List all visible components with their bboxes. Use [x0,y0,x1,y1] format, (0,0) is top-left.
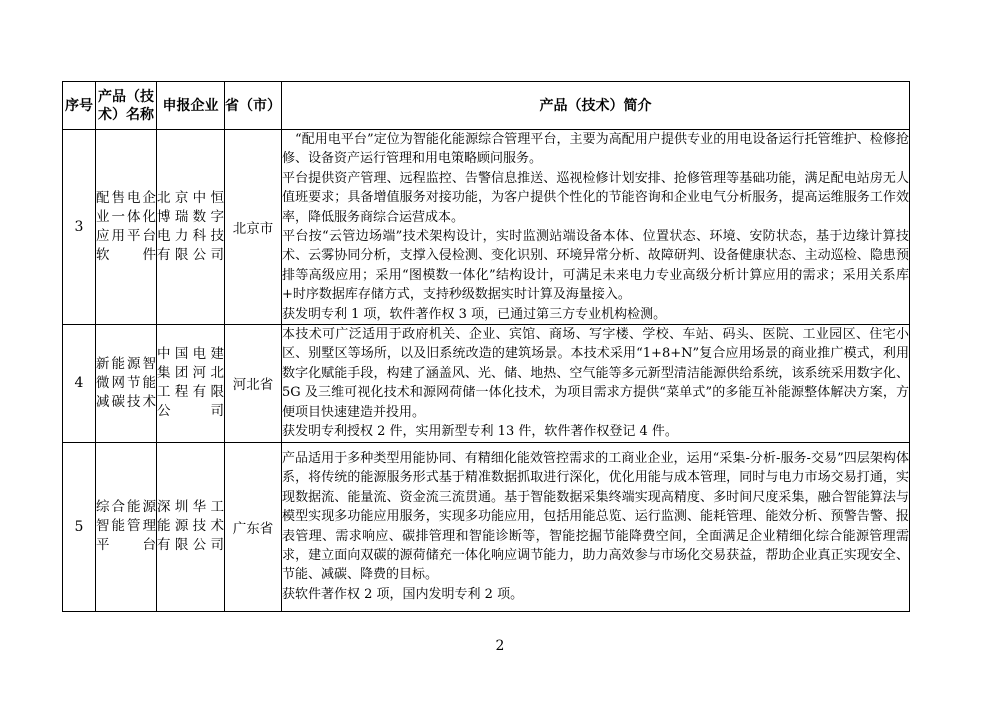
header-seq: 序号 [63,82,96,130]
intro-paragraph: 平台按“云管边场端”技术架构设计，实时监测站端设备本体、位置状态、环境、安防状态，基于边缘计算技术、云雾协同分析，支撑入侵检测、变化识别、环境异常分析、故障研判、设备健康状态、主动巡检、隐患预排等高级应用；采用“图模数一体化”结构设计，可满足未来电力专业高级分析计算应用的需求；采用关系库+时序数据库存储方式，支持秒级数据实时计算及海量接入。 [282,229,909,303]
intro-paragraph: 产品适用于多种类型用能协同、有精细化能效管控需求的工商业企业，运用“采集-分析-服务-交易”四层架构体系，将传统的能源服务形式基于精准数据抓取进行深化，优化用能与成本管理，同时与电力市场交易打通，实现数据流、能量流、资金流三流贯通。基于智能数据采集终端实现高精度、多时间尺度采集，融合智能算法与模型实现多功能应用服务，实现多功能应用，包括用能总览、运行监测、能耗管理、能效分析、预警告警、报表管理、需求响应、碳排管理和智能诊断等，智能挖掘节能降费空间，全面满足企业精细化综合能源管理需求，建立面向双碳的源荷储充一体化响应调节能力，助力高效参与市场化交易获益，帮助企业真正实现安全、节能、减碳、降费的目标。 [282,450,909,583]
table-row [63,325,910,442]
intro-paragraph: 获发明专利授权 2 件，实用新型专利 13 件，软件著作权登记 4 件。 [282,424,678,440]
row-product-name: 综合能源智能管理平台 [96,442,157,611]
row-province: 广东省 [225,442,282,611]
row-intro [282,325,910,442]
intro-paragraph: 本技术可广泛适用于政府机关、企业、宾馆、商场、写字楼、学校、车站、码头、医院、工业园区、住宅小区、别墅区等场所，以及旧系统改造的建筑场景。本技术采用“1+8+N”复合应用场景的商业推广模式，利用数字化赋能手段，构建了涵盖风、光、储、地热、空气能等多元新型清洁能源供给系统，该系统采用数字化、5G 及三维可视化技术和源网荷储一体化技术，为项目需求方提供“菜单式”的多能互补能源整体解决方案，方便项目快速建造并投用。 [282,327,909,420]
header-province: 省（市） [225,82,282,130]
row-product-name: 配售电企业一体化应用平台软件 [96,130,157,325]
row-product-name: 新能源智微网节能减碳技术 [96,325,157,442]
row-intro [282,130,910,325]
row-company: 北京中恒博瑞数字电力科技有限公司 [157,130,225,325]
row-company: 深圳华工能源技术有限公司 [157,442,225,611]
intro-paragraph: 平台提供资产管理、远程监控、告警信息推送、巡视检修计划安排、抢修管理等基础功能，满足配电站房无人值班要求；具备增值服务对接功能，为客户提供个性化的节能咨询和企业电气分析服务，提高运维服务工作效率，降低服务商综合运营成本。 [282,170,909,225]
row-province: 北京市 [225,130,282,325]
row-seq: 4 [63,325,96,442]
intro-paragraph: 获软件著作权 2 项，国内发明专利 2 项。 [282,586,524,602]
row-seq: 3 [63,130,96,325]
page-number: 2 [495,638,505,654]
table-row [63,442,910,611]
product-table [62,81,910,612]
header-company: 申报企业 [157,82,225,130]
header-name: 产品（技术）名称 [96,82,157,130]
intro-paragraph: “配用电平台”定位为智能化能源综合管理平台，主要为高配用户提供专业的用电设备运行托管维护、检修抢修、设备资产运行管理和用电策略顾问服务。 [282,132,909,167]
row-province: 河北省 [225,325,282,442]
table-header-row [63,82,910,130]
table-row [63,130,910,325]
header-intro: 产品（技术）简介 [282,82,910,130]
row-company: 中国电建集团河北工程有限公司 [157,325,225,442]
row-intro [282,442,910,611]
row-seq: 5 [63,442,96,611]
intro-paragraph: 获发明专利 1 项，软件著作权 3 项，已通过第三方专业机构检测。 [282,306,667,322]
